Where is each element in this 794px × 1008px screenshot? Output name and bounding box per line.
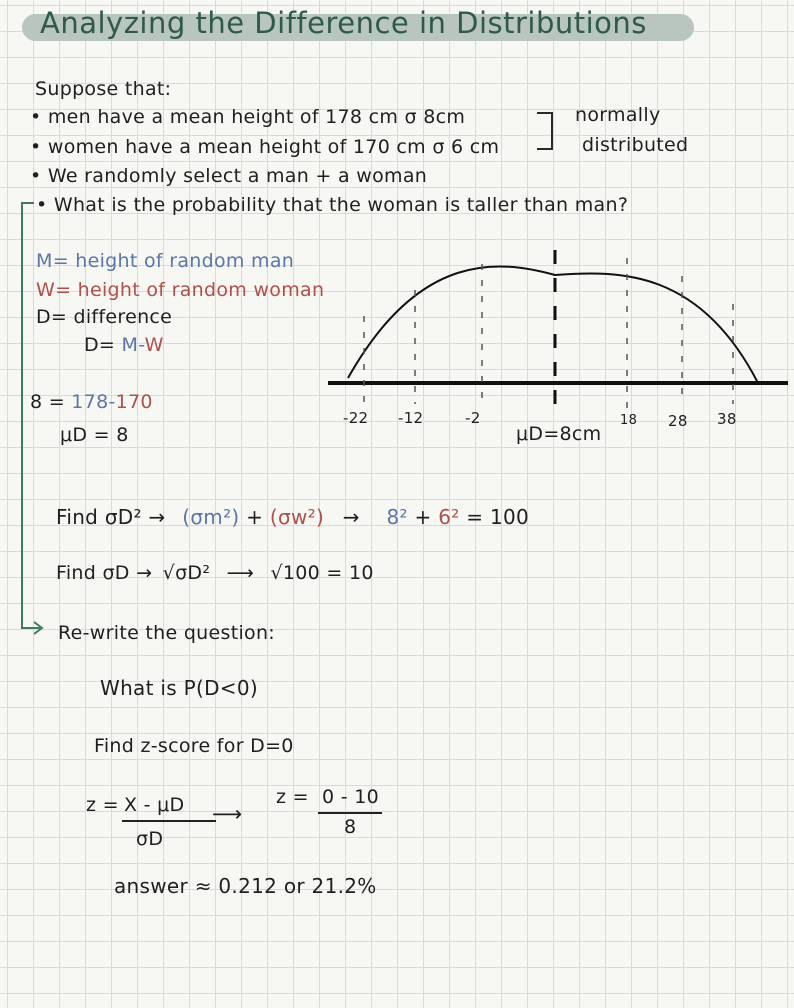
variance-result: = 100 bbox=[466, 505, 530, 529]
tick-neg2: -2 bbox=[465, 409, 481, 427]
mean-lhs: 8 = bbox=[30, 391, 65, 413]
sd-row bbox=[56, 562, 374, 584]
bullet-select-text: We randomly select a man + a woman bbox=[47, 165, 428, 187]
page-title: Analyzing the Difference in Distributions bbox=[40, 6, 647, 40]
variance-a: 8² bbox=[386, 505, 408, 529]
bullet-question: • What is the probability that the woman is taller than man? bbox=[36, 194, 629, 216]
tick-28: 28 bbox=[668, 412, 688, 430]
rewrite-label: Re-write the question: bbox=[58, 622, 276, 644]
answer: answer ≈ 0.212 or 21.2% bbox=[114, 874, 377, 898]
z-arrow: ⟶ bbox=[212, 802, 243, 826]
bullet-select: • We randomly select a man + a woman bbox=[30, 165, 428, 187]
sd-value: √100 = 10 bbox=[270, 562, 374, 584]
curve-path bbox=[348, 266, 758, 383]
variance-plus: + bbox=[246, 505, 264, 529]
bullet-question-text: What is the probability that the woman is taller than man? bbox=[53, 194, 629, 216]
def-d-w: W bbox=[144, 334, 164, 356]
def-w: W= height of random woman bbox=[36, 279, 325, 301]
curve-dashes bbox=[364, 258, 733, 410]
variance-row bbox=[56, 505, 529, 529]
sd-root: √σD² bbox=[162, 562, 211, 584]
bullet-women: • women have a mean height of 170 cm σ 6 cm bbox=[30, 136, 500, 158]
def-d-prefix: D= bbox=[84, 334, 116, 356]
intro-lead: Suppose that: bbox=[35, 78, 172, 100]
sd-arrow: ⟶ bbox=[226, 562, 255, 584]
bullet-men-text: men have a mean height of 178 cm σ 8cm bbox=[47, 106, 466, 128]
tick-18: 18 bbox=[620, 413, 638, 428]
bullet-men: • men have a mean height of 178 cm σ 8cm bbox=[30, 106, 466, 128]
z-formula-den: σD bbox=[136, 828, 164, 850]
tick-38: 38 bbox=[717, 410, 737, 428]
note-distributed: distributed bbox=[582, 134, 689, 156]
variance-term1: (σm²) bbox=[182, 505, 240, 529]
mu-d: μD = 8 bbox=[60, 424, 129, 446]
note-normally: normally bbox=[575, 104, 661, 126]
def-m: M= height of random man bbox=[36, 250, 295, 272]
zscore-label: Find z-score for D=0 bbox=[94, 735, 294, 757]
curve-center-label: μD=8cm bbox=[516, 423, 602, 445]
tick-neg12: -12 bbox=[398, 409, 424, 427]
variance-label: Find σD² → bbox=[56, 505, 166, 529]
variance-arrow: → bbox=[342, 505, 360, 529]
z-formula-bar bbox=[122, 820, 216, 822]
sd-label: Find σD → bbox=[56, 562, 153, 584]
def-d: D= difference bbox=[36, 306, 173, 328]
variance-b: 6² bbox=[438, 505, 460, 529]
variance-term2: (σw²) bbox=[269, 505, 325, 529]
z-sub-num: 0 - 10 bbox=[322, 786, 380, 808]
tick-neg22: -22 bbox=[343, 409, 369, 427]
z-formula-lhs: z = bbox=[86, 794, 119, 816]
mean-w: 170 bbox=[115, 391, 153, 413]
def-d-m: M- bbox=[121, 334, 145, 356]
rewrite-question: What is P(D<0) bbox=[100, 676, 258, 700]
bullet-women-text: women have a mean height of 170 cm σ 6 cm bbox=[47, 136, 500, 158]
mean-m: 178- bbox=[71, 391, 116, 413]
z-sub-bar bbox=[318, 812, 382, 814]
z-sub-den: 8 bbox=[344, 816, 357, 838]
variance-plus2: + bbox=[414, 505, 432, 529]
z-formula-num: X - μD bbox=[124, 794, 185, 816]
z-sub-lhs: z = bbox=[276, 786, 309, 808]
